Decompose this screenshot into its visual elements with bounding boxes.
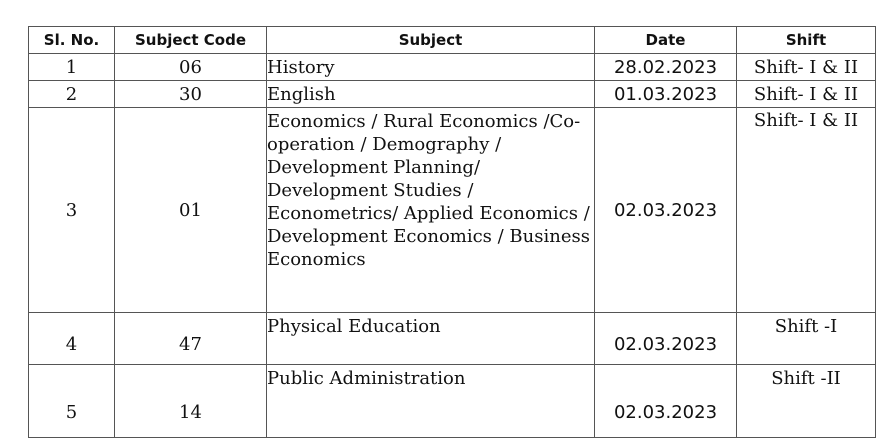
date-cell: 02.03.2023 <box>595 313 737 365</box>
sl-no-cell: 5 <box>29 365 115 438</box>
header-date: Date <box>595 27 737 54</box>
shift-cell: Shift- I & II <box>737 108 876 313</box>
shift-cell: Shift -I <box>737 313 876 365</box>
sl-no-cell: 4 <box>29 313 115 365</box>
subject-cell: English <box>267 81 595 108</box>
subject-code-cell: 14 <box>115 365 267 438</box>
subject-cell: Economics / Rural Economics /Co-operation / Demography / Development Planning/ Development Studies / Econometrics/ Applied Economics / Development Economics / Business Economics <box>267 108 595 313</box>
date-cell: 02.03.2023 <box>595 365 737 438</box>
header-shift: Shift <box>737 27 876 54</box>
header-subject-code: Subject Code <box>115 27 267 54</box>
subject-code-cell: 06 <box>115 54 267 81</box>
header-sl-no: Sl. No. <box>29 27 115 54</box>
subject-cell: History <box>267 54 595 81</box>
subject-code-cell: 01 <box>115 108 267 313</box>
table-row <box>29 108 876 313</box>
table-row <box>29 54 876 81</box>
shift-cell: Shift -II <box>737 365 876 438</box>
subject-code-cell: 30 <box>115 81 267 108</box>
table-row <box>29 313 876 365</box>
subject-cell: Public Administration <box>267 365 595 438</box>
subject-code-cell: 47 <box>115 313 267 365</box>
sl-no-cell: 3 <box>29 108 115 313</box>
shift-cell: Shift- I & II <box>737 81 876 108</box>
date-cell: 02.03.2023 <box>595 108 737 313</box>
shift-cell: Shift- I & II <box>737 54 876 81</box>
sl-no-cell: 2 <box>29 81 115 108</box>
date-cell: 01.03.2023 <box>595 81 737 108</box>
sl-no-cell: 1 <box>29 54 115 81</box>
table-row <box>29 81 876 108</box>
subject-cell: Physical Education <box>267 313 595 365</box>
date-cell: 28.02.2023 <box>595 54 737 81</box>
exam-schedule-table <box>28 26 876 438</box>
header-subject: Subject <box>267 27 595 54</box>
header-row <box>29 27 876 54</box>
